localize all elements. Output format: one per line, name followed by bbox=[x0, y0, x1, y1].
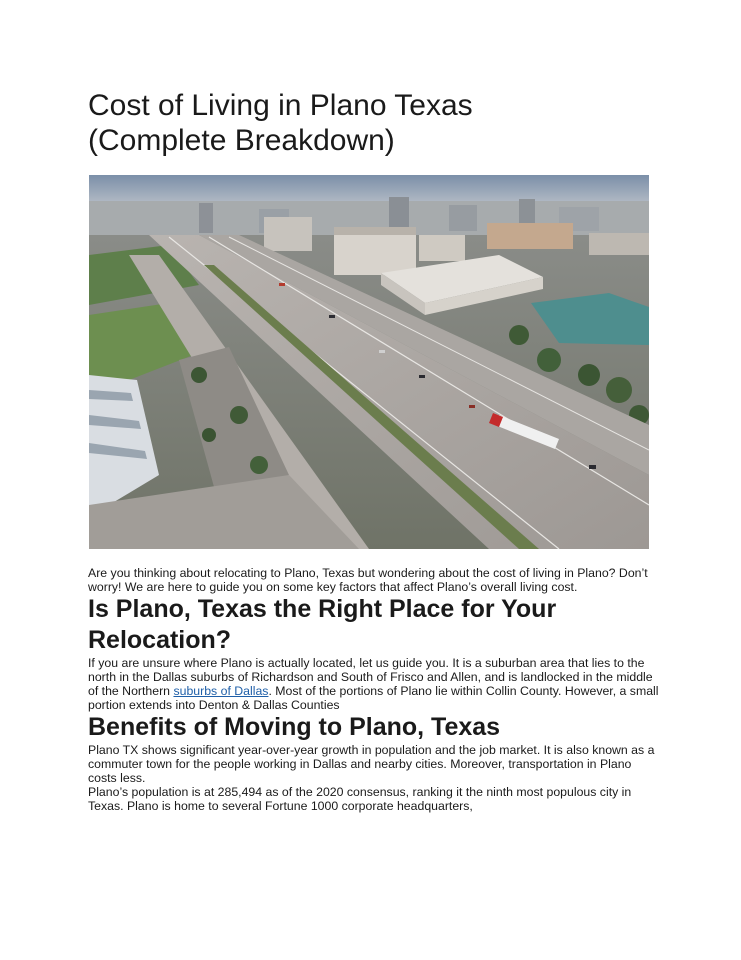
section-heading-benefits: Benefits of Moving to Plano, Texas bbox=[88, 713, 501, 741]
benefits-paragraph-2: Plano’s population is at 285,494 as of the 2020 consensus, ranking it the ninth most populous city in Texas. Plano is home to several Fortune 1000 corporate headquarters, bbox=[88, 785, 632, 813]
relocation-paragraph bbox=[88, 656, 660, 712]
aerial-highway-photo bbox=[89, 175, 649, 549]
article-title-line-1: Cost of Living in Plano Texas bbox=[88, 89, 473, 122]
article-title bbox=[88, 88, 688, 158]
suburbs-of-dallas-link[interactable]: suburbs of Dallas bbox=[173, 684, 269, 698]
intro-paragraph: Are you thinking about relocating to Plano, Texas but wondering about the cost of living in Plano? Don’t worry! We are here to guide you on some key factors that affect Plano’s overall living cost. bbox=[88, 566, 648, 594]
article-title-line-2: (Complete Breakdown) bbox=[88, 124, 395, 157]
section-heading-relocation: Is Plano, Texas the Right Place for Your Relocation? bbox=[88, 595, 557, 654]
article-body bbox=[88, 566, 660, 813]
relocation-text-end: . Most of the portions of Plano lie within Collin County. However, a small portion extends into Denton & Dallas Counties bbox=[88, 684, 659, 712]
relocation-text-start: If you are unsure where Plano is actually located, let us guide you. It is a suburban area that lies to the north in the Dallas suburbs of Richardson and South of Frisco and Allen, and is landlocked in the middle of the Northern bbox=[88, 656, 653, 698]
benefits-paragraph-1: Plano TX shows significant year-over-year growth in population and the job market. It is also known as a commuter town for the people working in Dallas and nearby cities. Moreover, transportation in Plano costs less. bbox=[88, 743, 655, 785]
